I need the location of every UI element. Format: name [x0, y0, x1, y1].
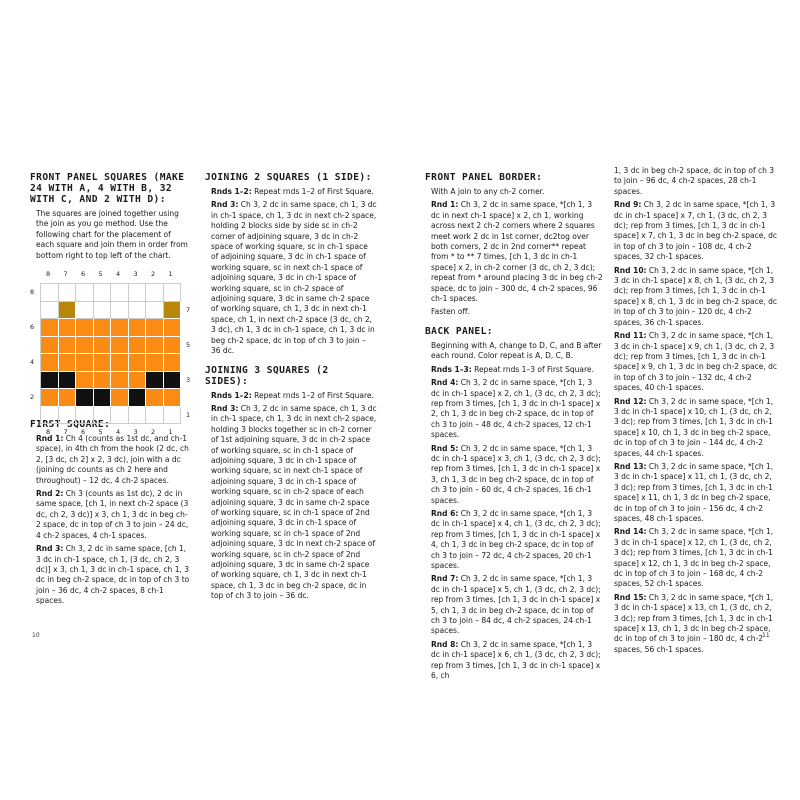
round-text: Ch 3, 2 dc in same space, *[ch 1, 3 dc in ch-1 space] x 6, ch 1, (3 dc, ch 2, 3 dc); rep from 3 times, [ch 1, 3 dc in ch-1 space] x 6, ch: [431, 639, 601, 681]
border-intro: With A join to any ch-2 corner.: [431, 187, 545, 196]
chart-cell: [111, 319, 129, 337]
round-label: Rnd 2:: [36, 489, 64, 499]
page-number-right: 11: [762, 632, 770, 639]
chart-cell: [111, 389, 129, 407]
round-label: Rnd 1:: [431, 200, 459, 210]
chart-left-label: 6: [30, 323, 35, 332]
chart-cell: [59, 372, 77, 390]
chart-cell: [76, 284, 94, 302]
chart-cell: [164, 354, 182, 372]
round-text: Ch 3, 2 dc in same space, *[ch 1, 3 dc in ch-1 space] x 2, ch 1, (3 dc, ch 2, 3 dc); rep from 3 times, [ch 1, 3 dc in ch-1 space] x 2, ch 1, 3 dc in beg ch-2 space, dc in top of ch 3 to join – 48 dc, 4 ch-2 spaces, 12 ch-1 spaces.: [431, 378, 601, 440]
chart-cell: [129, 389, 147, 407]
round-label: Rnd 3:: [211, 403, 239, 413]
chart-cell: [164, 319, 182, 337]
chart-cell: [94, 407, 112, 425]
round-label: Rnd 3:: [36, 544, 64, 554]
chart-bottom-label: 7: [63, 428, 68, 437]
round-text: Ch 3, 2 dc in same space, ch 1, 3 dc in ch-1 space, ch 1, 3 dc in next ch-2 space, holding 3 blocks together sc in ch-2 corner of 1st adjoining square, 3 dc in ch-2 space of working square, sc in ch-1 space of adjoining square, 3 dc in ch-1 space of working square, sc in next ch-1 space of adjoining square, 3 dc in ch-1 space of working square, sc in ch-2 space of each adjoining square, 3 dc in same ch-2 space of working square, sc in ch-1 space of 2nd adjoining square, 3 dc in ch-1 space of working square, sc in ch-1 space of 2nd adjoining square, 3 dc in next ch-2 space of working square, sc in ch-2 space of 2nd adjoining square, 3 dc in same ch-2 space of working square, ch 1, 3 dc in next ch-1 space, ch 1, 3 dc in beg ch-2 space, dc in top of ch 3 to join – 36 dc.: [211, 403, 377, 601]
front-panel-intro: The squares are joined together using the join as you go method. Use the following chart for the placement of each square and join them in order from bottom right to top left of the chart.: [36, 209, 188, 260]
chart-left-label: 4: [30, 358, 35, 367]
round-text: Ch 3, 2 dc in same space, *[ch 1, 3 dc in next ch-1 space] x 2, ch 1, working across next 2 ch-2 corners where 2 squares meet work 2 dc in 1st corner, dc2tog over both corners, 2 dc in 2nd corner** repeat from * to ** 7 times, [ch 1, 3 dc in ch-1 space] x 2, in ch-2 corner (3 dc, ch 2, 3 dc); repeat from * around placing 3 dc in beg ch-2 space, dc to join – 300 dc, 4 ch-2 spaces, 96 ch-1 spaces.: [431, 200, 603, 304]
chart-cell: [94, 302, 112, 320]
chart-top-label: 5: [98, 270, 103, 279]
chart-cell: [111, 372, 129, 390]
chart-bottom-label: 3: [133, 428, 138, 437]
chart-cell: [41, 389, 59, 407]
chart-cell: [41, 319, 59, 337]
chart-cell: [111, 337, 129, 355]
round-2: [30, 489, 190, 541]
round-label: Rnd 14:: [614, 527, 647, 537]
round-label: Rnds 1–3:: [431, 364, 472, 374]
chart-cell: [41, 407, 59, 425]
chart-top-label: 4: [116, 270, 121, 279]
chart-bottom-label: 6: [81, 428, 86, 437]
joining-2-heading: JOINING 2 SQUARES (1 SIDE):: [205, 172, 372, 183]
chart-cell: [59, 302, 77, 320]
round-text: Ch 3 (counts as 1st dc), 2 dc in same space, [ch 1, in next ch-2 space (3 dc, ch 2, 3 dc)] x 3, ch 1, 3 dc in beg ch-2 space, dc in top of ch 3 to join – 24 dc, 4 ch-2 spaces, 4 ch-1 spaces.: [36, 489, 189, 540]
fasten-off: Fasten off.: [431, 307, 470, 317]
chart-cell: [129, 319, 147, 337]
chart-cell: [59, 354, 77, 372]
chart-right-label: 1: [186, 410, 191, 419]
chart-cell: [76, 389, 94, 407]
chart-cell: [146, 372, 164, 390]
chart-cell: [59, 319, 77, 337]
column-2: [205, 172, 377, 605]
round-text: Repeat rnds 1–3 of First Square.: [474, 364, 594, 374]
first-square-heading: FIRST SQUARE:: [30, 419, 111, 431]
chart-cell: [76, 337, 94, 355]
joining-3-heading: JOINING 3 SQUARES (2 SIDES):: [205, 364, 329, 387]
chart-cell: [129, 372, 147, 390]
chart-cell: [94, 389, 112, 407]
round-label: Rnd 10:: [614, 265, 647, 275]
chart-right-label: 7: [186, 305, 191, 314]
round-label: Rnd 13:: [614, 461, 647, 471]
chart-top-label: 2: [151, 270, 156, 279]
chart-cell: [76, 302, 94, 320]
chart-cell: [164, 337, 182, 355]
chart-cell: [164, 302, 182, 320]
front-panel-squares-heading: FRONT PANEL SQUARES (MAKE 24 WITH A, 4 WITH B, 32 WITH C, AND 2 WITH D):: [30, 172, 185, 205]
chart-cell: [59, 407, 77, 425]
chart-cell: [129, 284, 147, 302]
chart-right-label: 5: [186, 340, 191, 349]
chart-cell: [41, 354, 59, 372]
round-label: Rnd 6:: [431, 508, 459, 518]
chart-bottom-label: 5: [98, 428, 103, 437]
round-text: Ch 3, 2 dc in same space, *[ch 1, 3 dc in ch-1 space] x 13, ch 1, (3 dc, ch 2, 3 dc); rep from 3 times, [ch 1, 3 dc in ch-1 space] x 13, ch 1, 3 dc in beg ch-2 space, dc in top of ch 3 to join – 180 dc, 4 ch-2 spaces, 56 ch-1 spaces.: [614, 592, 774, 654]
chart-cell: [146, 407, 164, 425]
chart-cell: [59, 337, 77, 355]
round-text: Ch 3, 2 dc in same space, *[ch 1, 3 dc in ch-1 space] x 9, ch 1, (3 dc, ch 2, 3 dc); rep from 3 times, [ch 1, 3 dc in ch-1 space] x 9, ch 1, 3 dc in beg ch-2 space, dc in top of ch 3 to join – 132 dc, 4 ch-2 spaces, 40 ch-1 spaces.: [614, 331, 778, 393]
chart-right-label: 3: [186, 375, 191, 384]
chart-bottom-label: 2: [151, 428, 156, 437]
chart-cell: [41, 284, 59, 302]
chart-cell: [41, 372, 59, 390]
chart-cell: [41, 302, 59, 320]
column-4: [608, 166, 778, 658]
chart-cell: [164, 407, 182, 425]
chart-cell: [76, 354, 94, 372]
chart-cell: [146, 319, 164, 337]
round-label: Rnd 9:: [614, 200, 642, 210]
chart-top-label: 3: [133, 270, 138, 279]
round-text: Repeat rnds 1–2 of First Square.: [254, 390, 374, 400]
chart-cell: [164, 284, 182, 302]
round-label: Rnd 12:: [614, 396, 647, 406]
round-label: Rnd 8:: [431, 639, 459, 649]
chart-cell: [164, 372, 182, 390]
column-1: [30, 172, 190, 610]
back-panel-heading: BACK PANEL:: [425, 325, 493, 337]
back-panel-intro: Beginning with A, change to D, C, and B after each round. Color repeat is A, D, C, B.: [431, 340, 602, 361]
chart-cell: [146, 302, 164, 320]
round-text: Ch 3, 2 dc in same space, *[ch 1, 3 dc in ch-1 space] x 8, ch 1, (3 dc, ch 2, 3 dc); rep from 3 times, [ch 1, 3 dc in ch-1 space] x 8, ch 1, 3 dc in beg ch-2 space, dc in top of ch 3 to join – 120 dc, 4 ch-2 spaces, 36 ch-1 spaces.: [614, 265, 778, 327]
front-panel-border-heading: FRONT PANEL BORDER:: [425, 172, 543, 183]
chart-cell: [146, 389, 164, 407]
chart-cell: [94, 319, 112, 337]
chart-left-label: 2: [30, 393, 35, 402]
chart-top-label: 7: [63, 270, 68, 279]
chart-left-label: 8: [30, 288, 35, 297]
chart-top-label: 8: [46, 270, 51, 279]
chart-bottom-label: 4: [116, 428, 121, 437]
chart-cell: [129, 407, 147, 425]
chart-cell: [146, 354, 164, 372]
chart-cell: [129, 337, 147, 355]
chart-cell: [111, 407, 129, 425]
chart-bottom-label: 8: [46, 428, 51, 437]
round-label: Rnd 3:: [211, 200, 239, 210]
round-label: Rnd 1:: [36, 434, 64, 444]
round-text: Ch 3, 2 dc in same space, *[ch 1, 3 dc in ch-1 space] x 7, ch 1, (3 dc, ch 2, 3 dc); rep from 3 times, [ch 1, 3 dc in ch-1 space] x 7, ch 1, 3 dc in beg ch-2 space, dc in top of ch 3 to join – 108 dc, 4 ch-2 spaces, 32 ch-1 spaces.: [614, 200, 778, 262]
round-text: Ch 3, 2 dc in same space, *[ch 1, 3 dc in ch-1 space] x 10, ch 1, (3 dc, ch 2, 3 dc); rep from 3 times, [ch 1, 3 dc in ch-1 space] x 10, ch 1, 3 dc in beg ch-2 space, dc in top of ch 3 to join – 144 dc, 4 ch-2 spaces, 44 ch-1 spaces.: [614, 396, 774, 458]
round-text: Ch 3, 2 dc in same space, *[ch 1, 3 dc in ch-1 space] x 11, ch 1, (3 dc, ch 2, 3 dc); rep from 3 times, [ch 1, 3 dc in ch-1 space] x 11, ch 1, 3 dc in beg ch-2 space, dc in top of ch 3 to join – 156 dc, 4 ch-2 spaces, 48 ch-1 spaces.: [614, 461, 774, 523]
chart-grid: [40, 283, 181, 424]
round-text: Ch 3, 2 dc in same space, *[ch 1, 3 dc in ch-1 space] x 12, ch 1, (3 dc, ch 2, 3 dc); rep from 3 times, [ch 1, 3 dc in ch-1 space] x 12, ch 1, 3 dc in beg ch-2 space, dc in top of ch 3 to join – 168 dc, 4 ch-2 spaces, 52 ch-1 spaces.: [614, 527, 774, 589]
chart-top-label: 1: [168, 270, 173, 279]
chart-cell: [59, 389, 77, 407]
chart-cell: [111, 284, 129, 302]
chart-cell: [76, 407, 94, 425]
chart-cell: [146, 284, 164, 302]
round-text: Repeat rnds 1–2 of First Square.: [254, 187, 374, 196]
chart-cell: [111, 302, 129, 320]
page-number-left: 10: [32, 632, 40, 639]
chart-cell: [146, 337, 164, 355]
round-8-continued: 1, 3 dc in beg ch-2 space, dc in top of ch 3 to join – 96 dc, 4 ch-2 spaces, 28 ch-1 spaces.: [614, 166, 775, 196]
chart-cell: [111, 354, 129, 372]
round-label: Rnd 15:: [614, 592, 647, 602]
round-label: Rnd 7:: [431, 574, 459, 584]
round-1: [30, 434, 190, 486]
round-text: Ch 3, 2 dc in same space, ch 1, 3 dc in ch-1 space, ch 1, 3 dc in next ch-2 space, holding 2 blocks side by side sc in ch-2 corner of adjoining square, 3 dc in ch-2 space of working square, sc in ch-1 space of adjoining square, 3 dc in ch-1 space of working square, sc in next ch-1 space of adjoining square, 3 dc in ch-1 space of working square, sc in ch-2 space of adjoining square, 3 dc in same ch-2 space of working square, ch 1, 3 dc in next ch-1 space, ch 1, in next ch-2 space (3 dc, ch 2, 3 dc), ch 1, 3 dc in ch-1 space, ch 1, 3 dc in beg ch-2 space, dc in top of ch 3 to join – 36 dc.: [211, 200, 377, 356]
chart-cell: [41, 337, 59, 355]
chart-top-label: 6: [81, 270, 86, 279]
chart-cell: [59, 284, 77, 302]
round-text: Ch 4 (counts as 1st dc, and ch-1 space), in 4th ch from the hook (2 dc, ch 2, [3 dc, ch 2] x 2, 3 dc), join with a dc (joining dc counts as ch 2 here and throughout) – 12 dc, 4 ch-2 spaces.: [36, 434, 189, 485]
round-label: Rnd 11:: [614, 331, 647, 341]
column-3: [425, 172, 603, 684]
round-label: Rnd 5:: [431, 443, 459, 453]
round-text: Ch 3, 2 dc in same space, [ch 1, 3 dc in ch-1 space, ch 1, (3 dc, ch 2, 3 dc)] x 3, ch 1, 3 dc in ch-1 space, ch 1, 3 dc in beg ch-2 space, dc in top of ch 3 to join – 36 dc, 4 ch-2 spaces, 8 ch-1 spaces.: [36, 544, 190, 606]
chart-cell: [94, 372, 112, 390]
chart-cell: [94, 354, 112, 372]
chart-cell: [94, 337, 112, 355]
chart-cell: [76, 319, 94, 337]
chart-cell: [94, 284, 112, 302]
chart-cell: [76, 372, 94, 390]
chart-cell: [164, 389, 182, 407]
chart-cell: [129, 302, 147, 320]
chart-cell: [129, 354, 147, 372]
round-text: Ch 3, 2 dc in same space, *[ch 1, 3 dc in ch-1 space] x 4, ch 1, (3 dc, ch 2, 3 dc); rep from 3 times, [ch 1, 3 dc in ch-1 space] x 4, ch 1, 3 dc in beg ch-2 space, dc in top of ch 3 to join – 72 dc, 4 ch-2 spaces, 20 ch-1 spaces.: [431, 508, 601, 570]
chart-bottom-label: 1: [168, 428, 173, 437]
round-text: Ch 3, 2 dc in same space, *[ch 1, 3 dc in ch-1 space] x 3, ch 1, (3 dc, ch 2, 3 dc); rep from 3 times, [ch 1, 3 dc in ch-1 space] x 3, ch 1, 3 dc in beg ch-2 space, dc in top of ch 3 to join – 60 dc, 4 ch-2 spaces, 16 ch-1 spaces.: [431, 443, 601, 505]
round-label: Rnds 1–2:: [211, 187, 252, 196]
round-label: Rnd 4:: [431, 378, 459, 388]
round-3: [30, 544, 190, 606]
round-label: Rnds 1–2:: [211, 390, 252, 400]
round-text: Ch 3, 2 dc in same space, *[ch 1, 3 dc in ch-1 space] x 5, ch 1, (3 dc, ch 2, 3 dc); rep from 3 times, [ch 1, 3 dc in ch-1 space] x 5, ch 1, 3 dc in beg ch-2 space, dc in top of ch 3 to join – 84 dc, 4 ch-2 spaces, 24 ch-1 spaces.: [431, 574, 601, 636]
